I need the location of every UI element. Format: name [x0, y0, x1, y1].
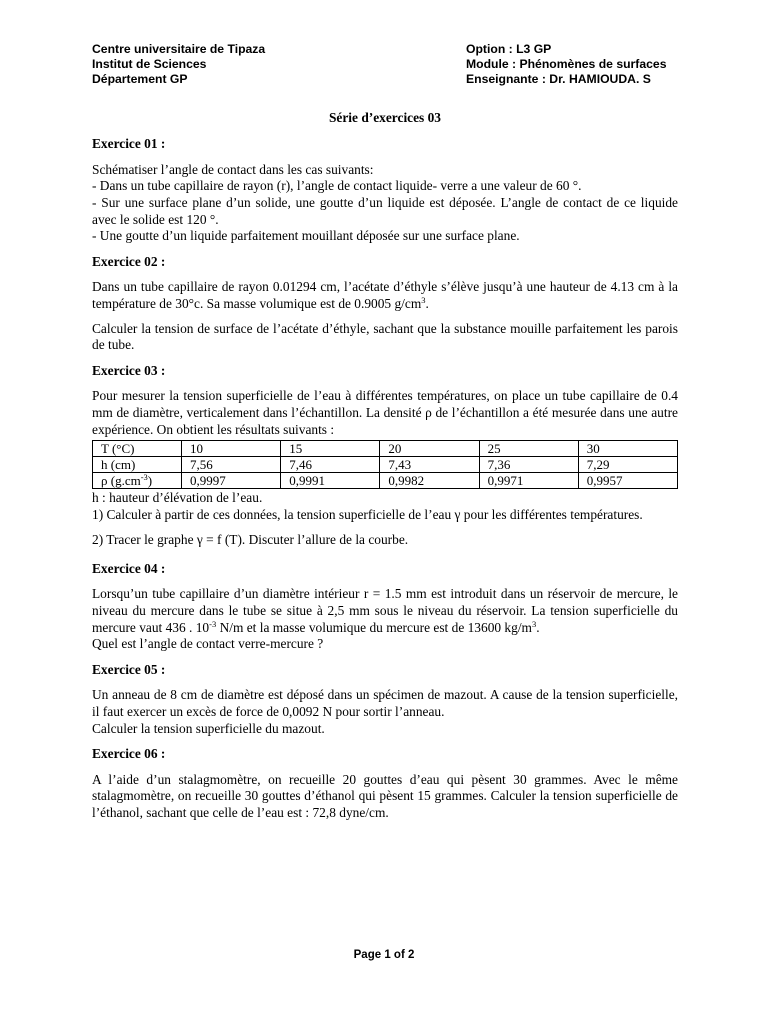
exercise-01-text: [92, 162, 678, 245]
exercise-04-text-b: N/m et la masse volumique du mercure est de 13600 kg/m: [216, 619, 532, 635]
table-cell: 0,9971: [479, 473, 578, 489]
option-label: Option : L3 GP: [466, 42, 552, 56]
table-row-temperature: [93, 441, 678, 457]
exercise-01-line-3: - Sur une surface plane d’un solide, une goutte d’un liquide est déposée. L’angle de contact de ce liquide avec le solide est 120 °.: [92, 194, 678, 227]
institution-name: Centre universitaire de Tipaza: [92, 42, 266, 56]
exercise-04: [92, 561, 678, 653]
exercise-02: [92, 254, 678, 354]
exercise-04-superscript-2: 3: [531, 618, 537, 629]
table-row-label: T (°C): [93, 441, 182, 457]
exercise-02-paragraph-2: Calculer la tension de surface de l’acétate d’éthyle, sachant que la substance mouille parfaitement les parois de tube.: [92, 320, 678, 353]
exercise-05-title: Exercice 05 :: [92, 661, 166, 677]
page-number: Page 1 of 2: [353, 949, 415, 961]
exercise-02-paragraph-1: [92, 279, 678, 312]
exercise-03-question-1: 1) Calculer à partir de ces données, la tension superficielle de l’eau γ pour les différentes températures.: [92, 506, 643, 522]
exercise-01-line-1: Schématiser l’angle de contact dans les cas suivants:: [92, 161, 374, 177]
table-row-height: [93, 457, 678, 473]
exercise-04-text-c: .: [536, 619, 540, 635]
exercise-01-title: Exercice 01 :: [92, 136, 166, 152]
table-row-label: [93, 473, 182, 489]
exercise-04-question: Quel est l’angle de contact verre-mercure ?: [92, 636, 324, 652]
series-title: Série d’exercices 03: [328, 109, 442, 125]
exercise-03: [92, 363, 678, 549]
measurement-table: [92, 440, 678, 489]
exercise-04-title: Exercice 04 :: [92, 560, 166, 576]
exercise-06-title: Exercice 06 :: [92, 746, 166, 762]
table-row-density: [93, 473, 678, 489]
table-cell: 0,9991: [281, 473, 380, 489]
density-label-exponent: -3: [140, 472, 148, 483]
exercise-02-text-b: .: [425, 295, 429, 311]
exercise-06-paragraph-1: A l’aide d’un stalagmomètre, on recueille 20 gouttes d’eau qui pèsent 30 grammes. Avec le même stalagmomètre, on recueille 30 gouttes d’éthanol qui pèsent 15 grammes. Calculer la tension superficielle de l’éthanol, sachant que celle de l’eau est : 72,8 dyne/cm.: [92, 771, 678, 821]
table-cell: 20: [380, 441, 479, 457]
table-cell: 7,56: [182, 457, 281, 473]
table-cell: 0,9957: [578, 473, 677, 489]
density-label-close: ): [147, 473, 153, 489]
table-cell: 7,36: [479, 457, 578, 473]
table-cell: 0,9997: [182, 473, 281, 489]
exercise-01-line-2: - Dans un tube capillaire de rayon (r), l’angle de contact liquide- verre a une valeur de 60 °.: [92, 178, 582, 194]
department-name: Département GP: [92, 72, 188, 87]
exercise-04-text-a: Lorsqu’un tube capillaire d’un diamètre intérieur r = 1.5 mm est introduit dans un réservoir de mercure, le niveau du mercure dans le tube se situe à 2,5 mm sous le niveau du réservoir. La tension superficielle du mercure vaut 436 . 10: [92, 586, 678, 635]
exercise-02-text-a: Dans un tube capillaire de rayon 0.01294 cm, l’acétate d’éthyle s’élève jusqu’à une hauteur de 4.13 cm à la température de 30°c. Sa masse volumique est de 0.9005 g/cm: [92, 279, 678, 311]
exercise-03-question-2: 2) Tracer le graphe γ = f (T). Discuter l’allure de la courbe.: [92, 532, 409, 548]
exercise-05-question: Calculer la tension superficielle du mazout.: [92, 720, 325, 736]
document-page: [92, 42, 678, 830]
header-left-block: [92, 42, 392, 88]
table-cell: 30: [578, 441, 677, 457]
table-cell: 15: [281, 441, 380, 457]
table-cell: 7,43: [380, 457, 479, 473]
table-cell: 0,9982: [380, 473, 479, 489]
exercise-02-title: Exercice 02 :: [92, 253, 166, 269]
table-note: h : hauteur d’élévation de l’eau.: [92, 490, 263, 506]
table-cell: 25: [479, 441, 578, 457]
exercise-01-line-4: - Une goutte d’un liquide parfaitement mouillant déposée sur une surface plane.: [92, 228, 520, 244]
table-cell: 7,29: [578, 457, 677, 473]
exercise-03-note: [92, 490, 678, 523]
exercise-04-paragraph-1: [92, 586, 678, 636]
exercise-05-paragraph-1: Un anneau de 8 cm de diamètre est déposé dans un spécimen de mazout. A cause de la tension superficielle, il faut exercer un excès de force de 0,0092 N pour sortir l’anneau.: [92, 687, 678, 720]
exercise-01: [92, 136, 678, 245]
teacher-label: Enseignante : Dr. HAMIOUDA. S: [466, 72, 651, 87]
institute-name: Institut de Sciences: [92, 57, 207, 72]
exercise-05: [92, 662, 678, 737]
density-label-text: ρ (g.cm: [101, 473, 141, 489]
exercise-03-title: Exercice 03 :: [92, 362, 166, 378]
exercise-03-paragraph-1: Pour mesurer la tension superficielle de l’eau à différentes températures, on place un tube capillaire de 0.4 mm de diamètre, verticalement dans l’échantillon. La densité ρ de l’échantillon a été mesurée dans une autre expérience. On obtient les résultats suivants :: [92, 388, 678, 437]
exercise-02-superscript: 3: [421, 294, 426, 305]
table-cell: 7,46: [281, 457, 380, 473]
exercise-06: [92, 746, 678, 821]
module-label: Module : Phénomènes de surfaces: [466, 57, 667, 72]
document-header: [92, 42, 678, 88]
header-right-block: [466, 42, 678, 88]
table-row-label: h (cm): [93, 457, 182, 473]
exercise-04-superscript-1: -3: [209, 618, 217, 629]
table-cell: 10: [182, 441, 281, 457]
